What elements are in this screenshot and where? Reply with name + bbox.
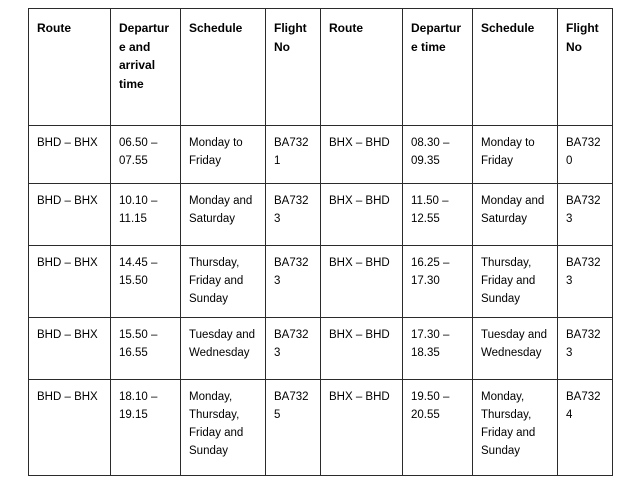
cell-flight-return: BA7324 [558,380,613,476]
cell-route-return: BHX – BHD [321,380,403,476]
cell-flight-return: BA7323 [558,318,613,380]
cell-flight-outbound: BA7323 [266,246,321,318]
cell-schedule-return: Monday and Saturday [473,184,558,246]
column-header-flight-no-return: Flight No [558,9,613,126]
cell-route-outbound: BHD – BHX [29,184,111,246]
cell-route-return: BHX – BHD [321,184,403,246]
cell-flight-return: BA7323 [558,184,613,246]
cell-time-outbound: 18.10 – 19.15 [111,380,181,476]
column-header-flight-no-outbound: Flight No [266,9,321,126]
cell-time-return: 16.25 – 17.30 [403,246,473,318]
table-header [29,9,613,126]
column-header-schedule-outbound: Schedule [181,9,266,126]
column-header-route-return: Route [321,9,403,126]
cell-schedule-return: Monday, Thursday, Friday and Sunday [473,380,558,476]
column-header-route-outbound: Route [29,9,111,126]
cell-route-return: BHX – BHD [321,126,403,184]
cell-schedule-outbound: Monday to Friday [181,126,266,184]
column-header-departure-arrival-time-outbound: Departure and arrival time [111,9,181,126]
cell-route-return: BHX – BHD [321,318,403,380]
cell-schedule-return: Thursday, Friday and Sunday [473,246,558,318]
cell-flight-outbound: BA7323 [266,184,321,246]
cell-schedule-outbound: Monday and Saturday [181,184,266,246]
cell-time-return: 08.30 – 09.35 [403,126,473,184]
column-header-departure-time-return: Departure time [403,9,473,126]
cell-schedule-return: Tuesday and Wednesday [473,318,558,380]
cell-time-outbound: 06.50 – 07.55 [111,126,181,184]
cell-schedule-outbound: Thursday, Friday and Sunday [181,246,266,318]
cell-route-outbound: BHD – BHX [29,246,111,318]
cell-route-return: BHX – BHD [321,246,403,318]
cell-flight-outbound: BA7323 [266,318,321,380]
cell-schedule-return: Monday to Friday [473,126,558,184]
table-row [29,380,613,476]
cell-time-return: 11.50 – 12.55 [403,184,473,246]
table-row [29,184,613,246]
table-row [29,318,613,380]
cell-flight-return: BA7323 [558,246,613,318]
cell-schedule-outbound: Monday, Thursday, Friday and Sunday [181,380,266,476]
cell-time-return: 17.30 – 18.35 [403,318,473,380]
cell-route-outbound: BHD – BHX [29,126,111,184]
table-row [29,126,613,184]
cell-flight-return: BA7320 [558,126,613,184]
table-row [29,246,613,318]
cell-time-outbound: 14.45 – 15.50 [111,246,181,318]
cell-flight-outbound: BA7325 [266,380,321,476]
flight-timetable [28,8,613,476]
cell-route-outbound: BHD – BHX [29,318,111,380]
cell-flight-outbound: BA7321 [266,126,321,184]
cell-time-return: 19.50 – 20.55 [403,380,473,476]
column-header-schedule-return: Schedule [473,9,558,126]
cell-time-outbound: 15.50 – 16.55 [111,318,181,380]
cell-route-outbound: BHD – BHX [29,380,111,476]
cell-time-outbound: 10.10 – 11.15 [111,184,181,246]
cell-schedule-outbound: Tuesday and Wednesday [181,318,266,380]
table-header-row [29,9,613,126]
table-body [29,126,613,476]
